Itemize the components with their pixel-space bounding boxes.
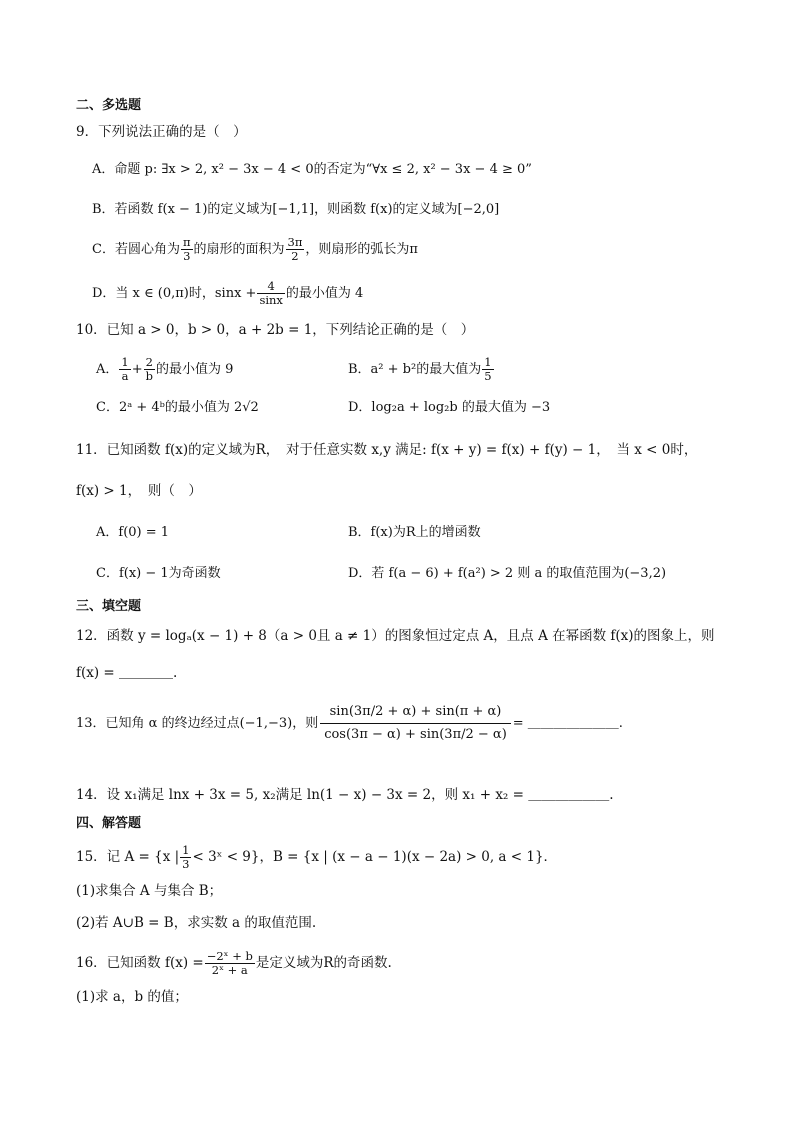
fraction-numerator: 3π xyxy=(287,235,303,249)
fraction xyxy=(482,356,493,383)
fraction-numerator: 1 xyxy=(484,355,492,369)
fraction-numerator: 4 xyxy=(257,280,284,294)
fraction xyxy=(205,950,255,977)
fraction xyxy=(144,356,155,383)
fraction-denominator: a xyxy=(121,369,129,383)
q9-d-prefix: D．当 x ∈ (0,π)时，sinx + xyxy=(92,286,257,301)
q16-prefix: 16．已知函数 f(x) = xyxy=(76,955,204,971)
fraction-denominator: 3 xyxy=(183,249,191,263)
q10-a-prefix: A． xyxy=(96,362,119,377)
q14-line: 14．设 x₁满足 lnx + 3x = 5, x₂满足 ln(1 − x) − 3x = 2，则 x₁ + x₂ = ＿＿＿＿＿＿. xyxy=(76,787,614,803)
section-heading-solve: 四、解答题 xyxy=(76,816,142,831)
fraction xyxy=(286,236,305,263)
q13-big-fraction xyxy=(320,701,511,746)
fraction xyxy=(180,844,191,871)
q16-part1: (1)求 a，b 的值； xyxy=(76,989,188,1005)
q11-option-d: D．若 f(a − 6) + f(a²) > 2 则 a 的取值范围为(−3,2) xyxy=(348,566,667,581)
q10-a-suffix: 的最小值为 9 xyxy=(156,362,234,377)
fraction xyxy=(257,280,284,307)
fraction-denominator: 2 xyxy=(291,249,299,263)
q15-stem xyxy=(76,844,557,871)
fraction-denominator: 2ˣ + a xyxy=(211,963,248,977)
plus-sign: + xyxy=(131,362,143,377)
fraction-numerator: 1 xyxy=(121,355,129,369)
q11-option-c: C．f(x) − 1为奇函数 xyxy=(96,566,221,581)
q16-suffix: 是定义域为R的奇函数. xyxy=(255,955,392,971)
section-heading-multi-choice: 二、多选题 xyxy=(76,98,142,113)
q15-part1: (1)求集合 A 与集合 B； xyxy=(76,883,223,899)
fraction-numerator: −2ˣ + b xyxy=(206,949,253,963)
q11-option-b: B．f(x)为R上的增函数 xyxy=(348,525,481,540)
q13-suffix: = ＿＿＿＿＿＿＿. xyxy=(512,716,623,731)
q10-b-prefix: B．a² + b²的最大值为 xyxy=(348,362,482,377)
fraction-numerator: 1 xyxy=(182,843,190,857)
q9-c-suffix: ，则扇形的弧长为π xyxy=(305,242,418,257)
section-heading-fill-blank: 三、填空题 xyxy=(76,599,142,614)
q10-option-a xyxy=(96,356,233,383)
q10-option-b xyxy=(348,356,495,383)
q9-stem: 9．下列说法正确的是（ ） xyxy=(76,124,247,140)
fraction-denominator: b xyxy=(145,369,153,383)
fraction-numerator: sin(3π/2 + α) + sin(π + α) xyxy=(320,701,511,724)
q12-line2: f(x) = ＿＿＿＿. xyxy=(76,665,178,681)
q16-stem xyxy=(76,950,392,977)
fraction-denominator: sinx xyxy=(259,293,283,307)
q9-option-d xyxy=(92,280,363,307)
fraction xyxy=(181,236,193,263)
q9-option-a: A．命题 p: ∃x > 2, x² − 3x − 4 < 0的否定为“∀x ≤ 2, x² − 3x − 4 ≥ 0” xyxy=(92,162,532,177)
q13-line xyxy=(76,701,623,746)
q10-stem: 10．已知 a > 0，b > 0，a + 2b = 1，下列结论正确的是（ ） xyxy=(76,322,475,338)
q9-option-c xyxy=(92,236,418,263)
fraction-denominator: 5 xyxy=(484,369,492,383)
q15-suffix: < 3ˣ < 9}，B = {x | (x − a − 1)(x − 2a) > 0, a < 1}． xyxy=(192,849,558,865)
q13-prefix: 13．已知角 α 的终边经过点(−1,−3)，则 xyxy=(76,716,319,731)
q10-option-c: C．2ᵃ + 4ᵇ的最小值为 2√2 xyxy=(96,400,259,415)
q9-c-prefix: C．若圆心角为 xyxy=(92,242,180,257)
fraction-numerator: 2 xyxy=(144,356,155,370)
q11-stem-line1: 11．已知函数 f(x)的定义域为R， 对于任意实数 x,y 满足: f(x + y) = f(x) + f(y) − 1， 当 x < 0时， xyxy=(76,442,698,458)
q12-line1: 12．函数 y = logₐ(x − 1) + 8（a > 0且 a ≠ 1）的图象恒过定点 A，且点 A 在幂函数 f(x)的图象上，则 xyxy=(76,628,715,644)
q9-option-b: B．若函数 f(x − 1)的定义域为[−1,1]，则函数 f(x)的定义域为[−2,0] xyxy=(92,202,500,217)
q11-option-a: A．f(0) = 1 xyxy=(96,525,170,540)
fraction-denominator: 3 xyxy=(182,857,190,871)
q9-d-suffix: 的最小值为 4 xyxy=(285,286,364,301)
fraction xyxy=(119,356,130,383)
q10-option-d: D．log₂a + log₂b 的最大值为 −3 xyxy=(348,400,551,415)
fraction-numerator: π xyxy=(182,235,191,249)
q11-stem-line2: f(x) > 1， 则（ ） xyxy=(76,483,202,499)
q15-part2: (2)若 A∪B = B，求实数 a 的取值范围. xyxy=(76,915,317,931)
fraction-denominator: cos(3π − α) + sin(3π/2 − α) xyxy=(324,727,507,742)
q9-c-middle: 的扇形的面积为 xyxy=(193,242,285,257)
q15-prefix: 15．记 A = {x | xyxy=(76,849,180,865)
